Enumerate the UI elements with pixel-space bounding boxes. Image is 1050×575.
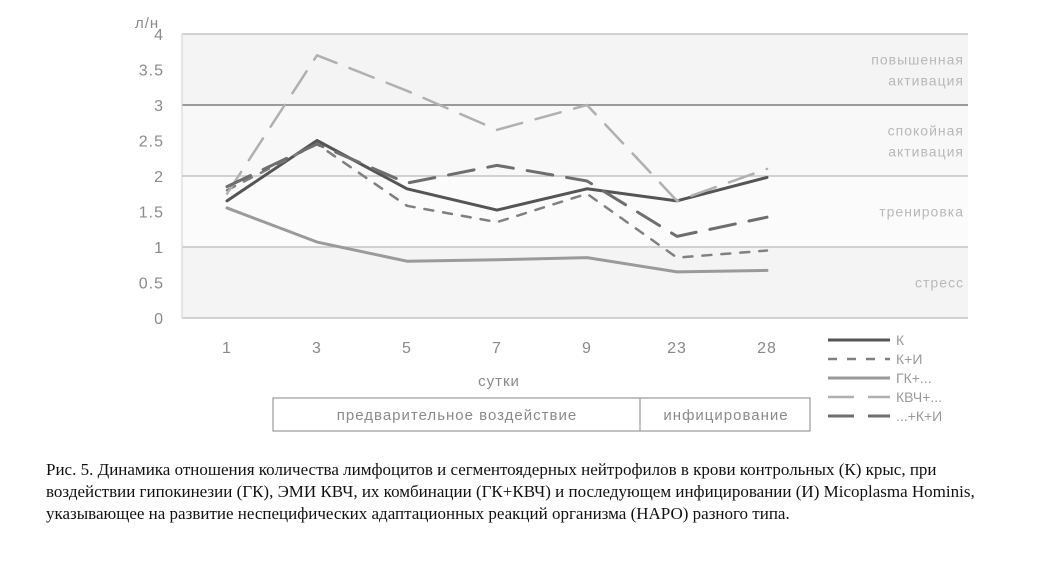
y-tick-label: 1.5 (138, 204, 164, 222)
y-tick-label: 1 (154, 240, 164, 257)
y-tick-label: 0.5 (138, 275, 164, 293)
period-label: инфицирование (663, 407, 789, 424)
zone-label: повышенная (871, 51, 964, 68)
legend (828, 332, 942, 424)
x-tick-label: 5 (402, 340, 412, 357)
zone-band (182, 34, 968, 105)
x-tick-label: 1 (222, 340, 232, 357)
zone-label: тренировка (879, 203, 964, 220)
zone-label: стресс (915, 274, 964, 291)
y-tick-label: 3.5 (138, 62, 164, 80)
figure-caption: Рис. 5. Динамика отношения количества лимфоцитов и сегментоядерных нейтрофилов в крови контрольных (К) крыс, при воздействии гипокинезии (ГК), ЭМИ КВЧ, их комбинации (ГК+КВЧ) и последующем инфицировании (И) Micoplasma Hominis, указывающее на развитие неспецифических адаптационных реакций организма (НАРО) разного типа. (46, 460, 975, 523)
zone-label: активация (888, 143, 964, 160)
zone-band (182, 105, 968, 176)
x-tick-label: 28 (757, 340, 777, 357)
x-axis-label: сутки (478, 373, 520, 390)
zone-label: спокойная (887, 122, 964, 139)
x-tick-label: 3 (312, 340, 322, 357)
x-tick-label: 7 (492, 340, 502, 357)
period-bar (273, 398, 810, 431)
y-axis-label: л/н (135, 15, 160, 32)
y-tick-label: 0 (154, 311, 164, 328)
legend-label: ...+К+И (896, 408, 943, 424)
x-axis-ticks (222, 340, 777, 357)
legend-label: ГК+... (896, 370, 932, 386)
zone-label: активация (888, 72, 964, 89)
x-tick-label: 9 (582, 340, 592, 357)
period-label: предварительное воздействие (336, 407, 578, 424)
legend-label: К (896, 332, 905, 348)
x-tick-label: 23 (667, 340, 687, 357)
y-tick-label: 4 (154, 27, 164, 44)
y-axis-ticks (139, 27, 164, 328)
y-tick-label: 2 (154, 169, 164, 186)
y-tick-label: 3 (154, 98, 164, 115)
legend-label: КВЧ+... (896, 389, 943, 405)
legend-label: К+И (896, 351, 923, 367)
y-tick-label: 2.5 (138, 133, 164, 151)
